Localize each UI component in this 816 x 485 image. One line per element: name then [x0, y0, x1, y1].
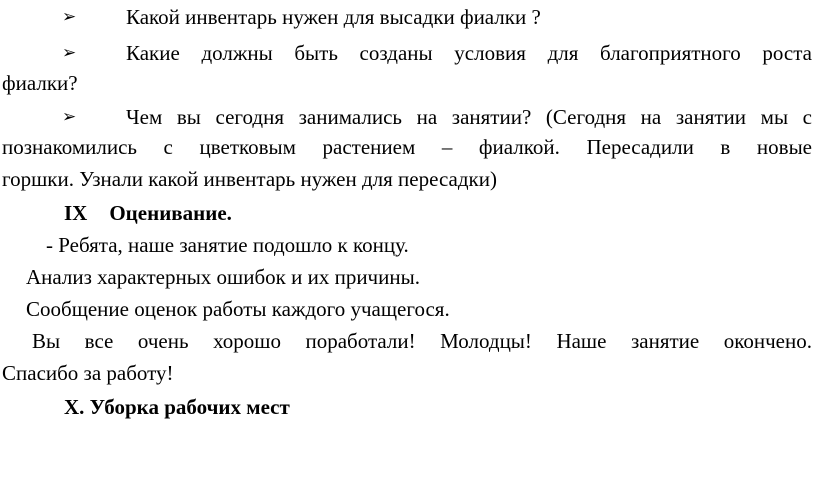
bullet-icon: ➢: [62, 43, 77, 63]
question-3-line-1: Чем вы сегодня занимались на занятии? (Сегодня на занятии мы с: [126, 105, 812, 129]
question-1: Какой инвентарь нужен для высадки фиалки ?: [126, 5, 541, 29]
section-9-number: IX: [64, 201, 88, 225]
paragraph-end-of-lesson: - Ребята, наше занятие подошло к концу.: [46, 233, 409, 257]
question-2-line-1: Какие должны быть созданы условия для благоприятного роста: [126, 41, 812, 65]
closing-line-1: Вы все очень хорошо поработали! Молодцы! Наше занятие окончено.: [32, 329, 812, 353]
section-9-heading: [64, 200, 232, 226]
section-9-title: Оценивание.: [109, 201, 232, 225]
bullet-icon: ➢: [62, 107, 77, 127]
closing-line-2: Спасибо за работу!: [2, 361, 174, 385]
paragraph-error-analysis: Анализ характерных ошибок и их причины.: [26, 265, 420, 289]
section-10-heading: X. Уборка рабочих мест: [64, 395, 290, 419]
question-3-line-2: познакомились с цветковым растением – фиалкой. Пересадили в новые: [2, 135, 812, 159]
paragraph-grades: Сообщение оценок работы каждого учащегося.: [26, 297, 450, 321]
question-3-line-3: горшки. Узнали какой инвентарь нужен для пересадки): [2, 167, 497, 191]
bullet-icon: ➢: [62, 7, 77, 27]
question-2-line-2: фиалки?: [2, 71, 78, 95]
